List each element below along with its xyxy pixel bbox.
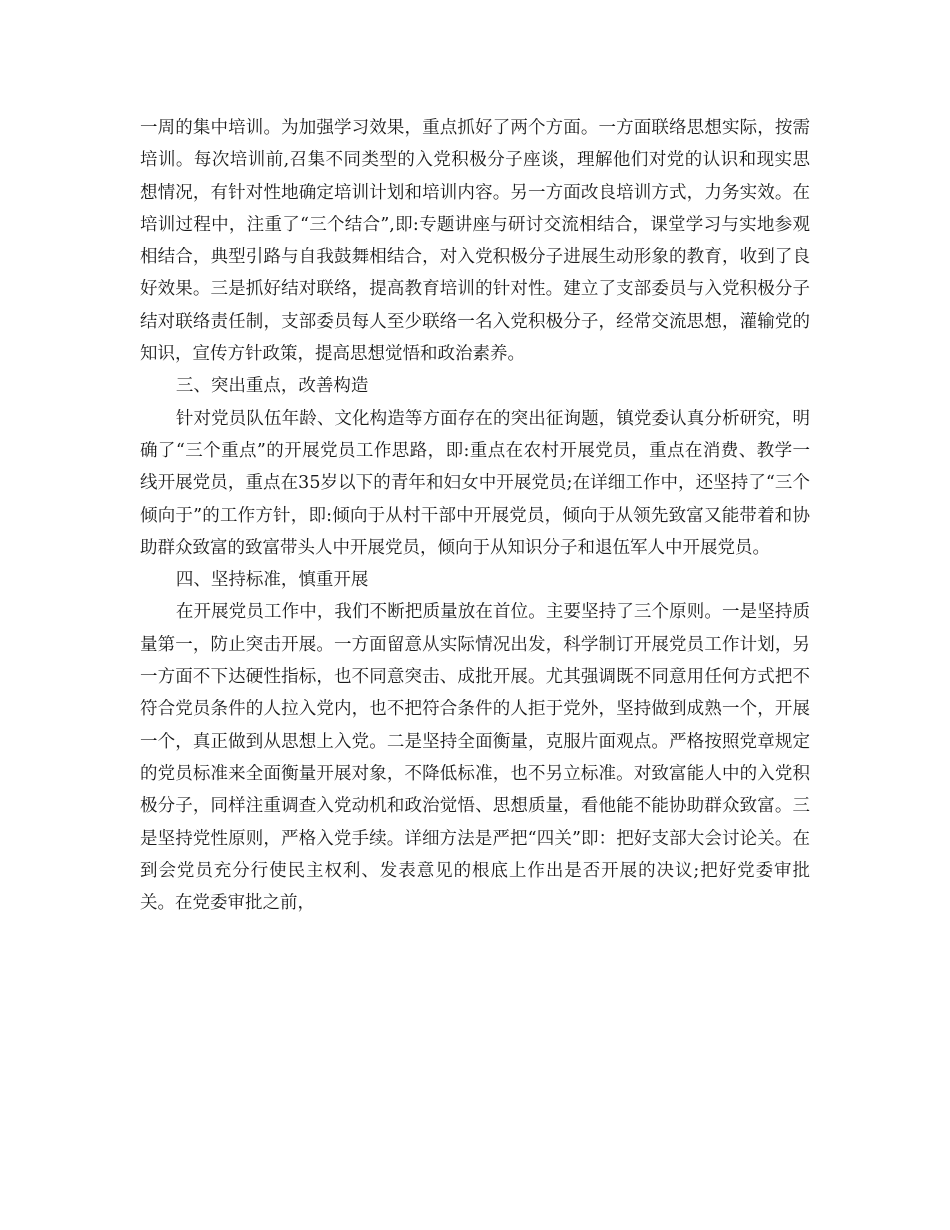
- section-heading-4: 四、坚持标准，慎重开展: [175, 570, 369, 591]
- paragraph-training: 一周的集中培训。为加强学习效果，重点抓好了两个方面。一方面联络思想实际，按需培训。每次培训前,召集不同类型的入党积极分子座谈，理解他们对党的认识和现实思想情况，有针对性地确定培训计划和培训内容。另一方面改良培训方式，力务实效。在培训过程中，注重了“三个结合”,即:专题讲座与研讨交流相结合，课堂学习与实地参观相结合，典型引路与自我鼓舞相结合，对入党积极分子进展生动形象的教育，收到了良好效果。三是抓好结对联络，提高教育培训的针对性。建立了支部委员与入党积极分子结对联络责任制，支部委员每人至少联络一名入党积极分子，经常交流思想，灌输党的知识，宣传方针政策，提高思想觉悟和政治素养。: [140, 118, 810, 365]
- paragraph-key-points: 针对党员队伍年龄、文化构造等方面存在的突出征询题，镇党委认真分析研究，明确了“三个重点”的开展党员工作思路，即:重点在农村开展党员，重点在消费、教学一线开展党员，重点在35岁以下的青年和妇女中开展党员;在详细工作中，还坚持了“三个倾向于”的工作方针，即:倾向于从村干部中开展党员，倾向于从领先致富又能带着和协助群众致富的致富带头人中开展党员，倾向于从知识分子和退伍军人中开展党员。: [140, 408, 810, 558]
- document-page: [140, 112, 810, 919]
- section-heading-3: 三、突出重点，改善构造: [175, 376, 369, 397]
- paragraph-standards: 在开展党员工作中，我们不断把质量放在首位。主要坚持了三个原则。一是坚持质量第一，防止突击开展。一方面留意从实际情况出发，科学制订开展党员工作计划，另一方面不下达硬性指标，也不同意突击、成批开展。尤其强调既不同意用任何方式把不符合党员条件的人拉入党内，也不把符合条件的人拒于党外，坚持做到成熟一个，开展一个，真正做到从思想上入党。二是坚持全面衡量，克服片面观点。严格按照党章规定的党员标准来全面衡量开展对象，不降低标准，也不另立标准。对致富能人中的入党积极分子，同样注重调查入党动机和政治觉悟、思想质量，看他能不能协助群众致富。三是坚持党性原则，严格入党手续。详细方法是严把“四关”即：把好支部大会讨论关。在到会党员充分行使民主权利、发表意见的根底上作出是否开展的决议;把好党委审批关。在党委审批之前，: [140, 602, 810, 914]
